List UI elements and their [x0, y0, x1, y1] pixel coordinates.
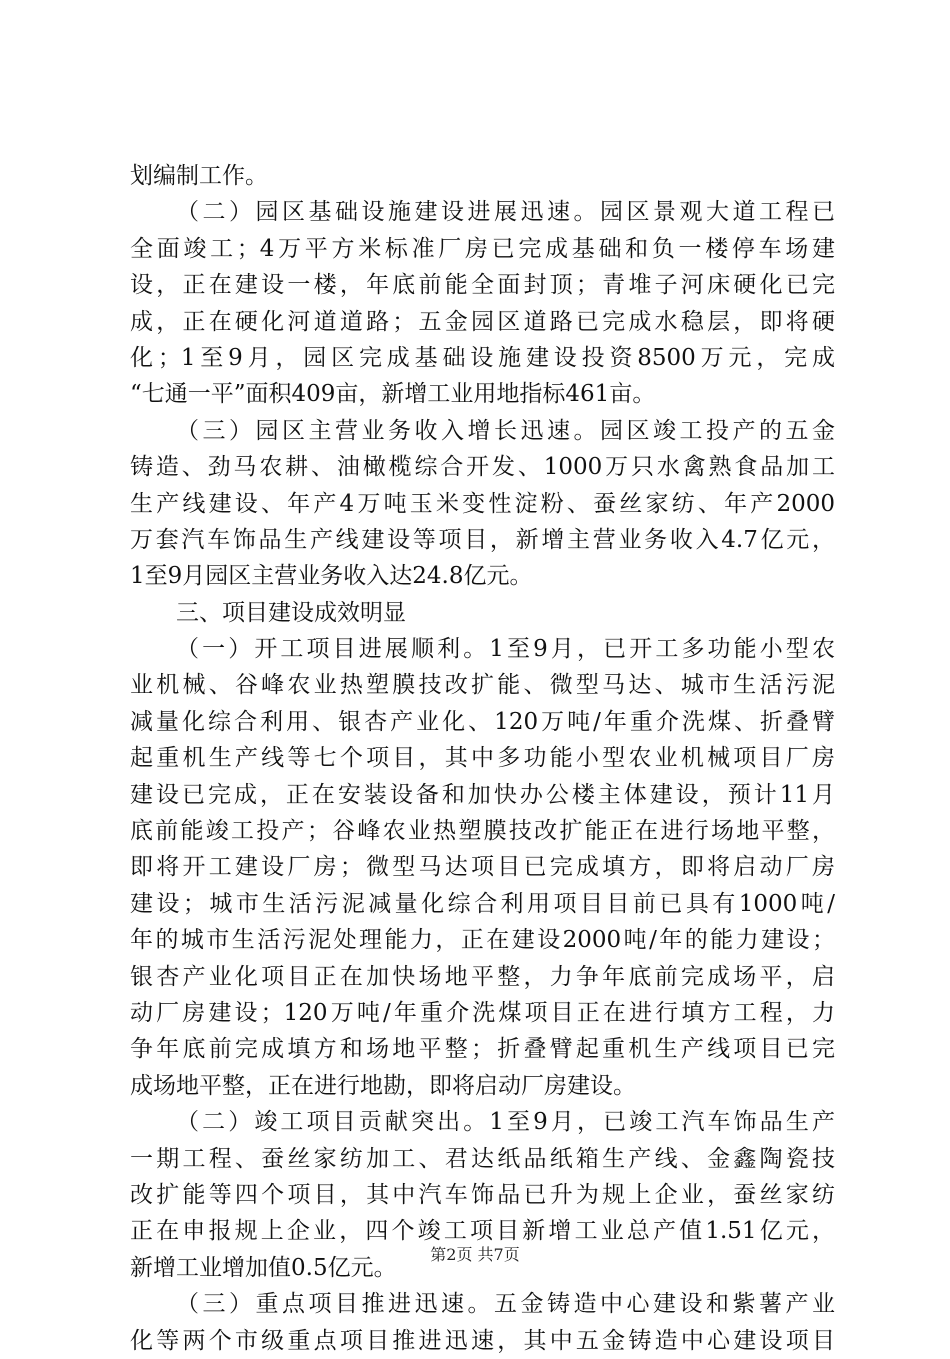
text-line: 起重机生产线等七个项目，其中多功能小型农业机械项目厂房	[130, 745, 835, 772]
text-line: 减量化综合利用、银杏产业化、120万吨/年重介洗煤、折叠臂	[130, 708, 835, 735]
text-line: 建设已完成，正在安装设备和加快办公楼主体建设，预计11月	[130, 781, 835, 808]
text-line: “七通一平”面积409亩，新增工业用地指标461亩。	[130, 381, 656, 408]
text-line: 全面竣工；4万平方米标准厂房已完成基础和负一楼停车场建	[130, 235, 835, 262]
text-line: 化；1至9月，园区完成基础设施建设投资8500万元，完成	[130, 344, 835, 371]
text-line: 设，正在建设一楼，年底前能全面封顶；青堆子河床硬化已完	[130, 272, 835, 299]
text-line: 新增工业增加值0.5亿元。	[130, 1254, 397, 1281]
text-line: （三）园区主营业务收入增长迅速。园区竣工投产的五金	[176, 417, 835, 444]
text-line: （二）园区基础设施建设进展迅速。园区景观大道工程已	[176, 199, 835, 226]
text-line: 万套汽车饰品生产线建设等项目，新增主营业务收入4.7亿元，	[130, 526, 835, 553]
text-line: 银杏产业化项目正在加快场地平整，力争年底前完成场平，启	[130, 963, 835, 990]
document-body	[130, 158, 835, 1359]
text-line: 铸造、劲马农耕、油橄榄综合开发、1000万只水禽熟食品加工	[130, 454, 835, 481]
text-line: 年的城市生活污泥处理能力，正在建设2000吨/年的能力建设；	[130, 927, 835, 954]
text-line: 业机械、谷峰农业热塑膜技改扩能、微型马达、城市生活污泥	[130, 672, 835, 699]
text-line: （一）开工项目进展顺利。1至9月，已开工多功能小型农	[176, 636, 835, 663]
text-line: 三、项目建设成效明显	[176, 599, 406, 626]
text-line: （二）竣工项目贡献突出。1至9月，已竣工汽车饰品生产	[176, 1109, 835, 1136]
text-line: 成，正在硬化河道道路；五金园区道路已完成水稳层，即将硬	[130, 308, 835, 335]
text-line: 底前能竣工投产；谷峰农业热塑膜技改扩能正在进行场地平整，	[130, 818, 835, 845]
text-line: 动厂房建设；120万吨/年重介洗煤项目正在进行填方工程，力	[130, 999, 835, 1026]
text-line: 建设；城市生活污泥减量化综合利用项目目前已具有1000吨/	[130, 890, 835, 917]
text-line: 化等两个市级重点项目推进迅速，其中五金铸造中心建设项目	[130, 1327, 835, 1354]
text-line: 生产线建设、年产4万吨玉米变性淀粉、蚕丝家纺、年产2000	[130, 490, 835, 517]
text-line: 成场地平整，正在进行地勘，即将启动厂房建设。	[130, 1072, 636, 1099]
text-line: 1至9月园区主营业务收入达24.8亿元。	[130, 563, 533, 590]
text-line: 划编制工作。	[130, 163, 268, 189]
text-line: 一期工程、蚕丝家纺加工、君达纸品纸箱生产线、金鑫陶瓷技	[130, 1145, 835, 1172]
text-line: 正在申报规上企业，四个竣工项目新增工业总产值1.51亿元，	[130, 1218, 835, 1245]
text-line: 改扩能等四个项目，其中汽车饰品已升为规上企业，蚕丝家纺	[130, 1181, 835, 1208]
text-line: 争年底前完成填方和场地平整；折叠臂起重机生产线项目已完	[130, 1036, 835, 1063]
text-line: （三）重点项目推进迅速。五金铸造中心建设和紫薯产业	[176, 1291, 835, 1318]
page-footer: 第2页 共7页	[430, 1245, 520, 1264]
text-line: 即将开工建设厂房；微型马达项目已完成填方，即将启动厂房	[130, 854, 835, 881]
